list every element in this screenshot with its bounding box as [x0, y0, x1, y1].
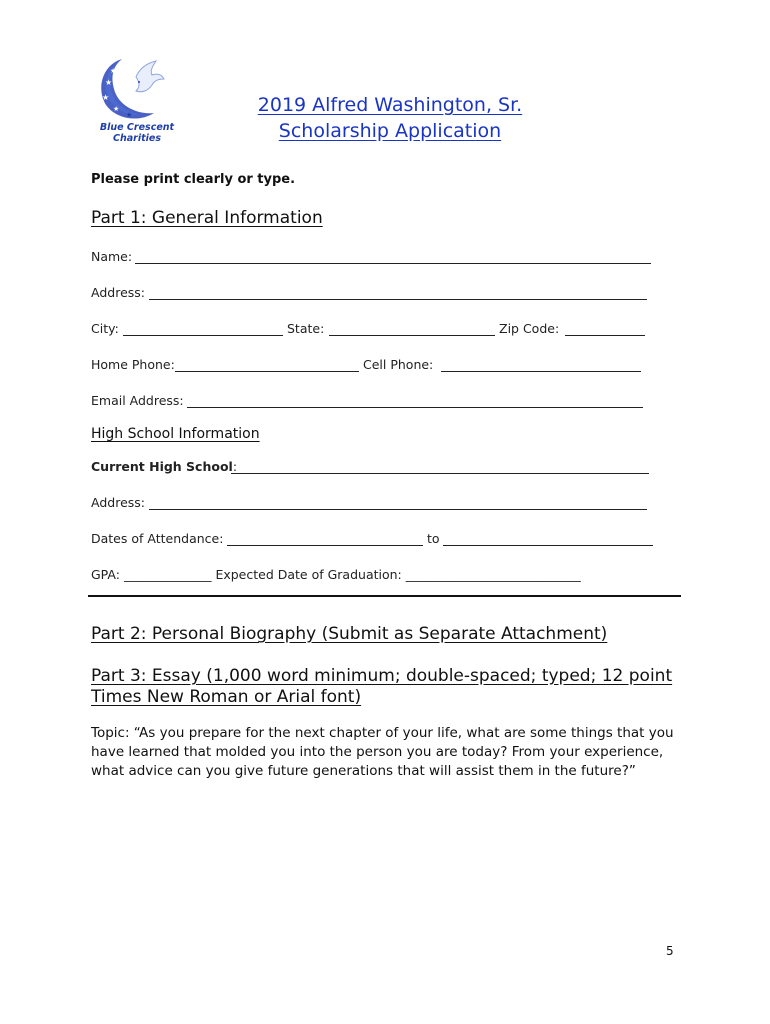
dates-of-attendance-row [91, 531, 655, 551]
city-blank[interactable] [123, 335, 283, 336]
svg-text:★: ★ [110, 67, 117, 75]
cell-phone-label: Cell Phone: [363, 357, 434, 372]
high-school-heading: High School Information [91, 426, 260, 442]
instructions: Please print clearly or type. [91, 172, 296, 187]
part3-heading-line1: Part 3: Essay (1,000 word minimum; double-spaced; typed; 12 point [91, 666, 673, 686]
logo-text-line1: Blue Crescent [99, 122, 175, 133]
graduation-label: Expected Date of Graduation: [215, 567, 402, 582]
document-title-line2: Scholarship Application [278, 120, 502, 142]
zip-label: Zip Code: [499, 321, 560, 336]
email-field[interactable] [91, 393, 647, 413]
section-divider [88, 595, 681, 597]
document-title-line1: 2019 Alfred Washington, Sr. [257, 94, 523, 116]
part1-heading: Part 1: General Information [91, 208, 323, 228]
part2-heading: Part 2: Personal Biography (Submit as Separate Attachment) [91, 624, 608, 644]
to-label: to [427, 531, 440, 546]
email-label: Email Address: [91, 393, 184, 408]
school-address-field[interactable] [91, 495, 649, 515]
current-high-school-blank[interactable] [231, 473, 649, 474]
cell-phone-blank[interactable] [441, 371, 641, 372]
current-high-school-colon: : [232, 459, 238, 474]
name-blank[interactable] [135, 263, 651, 264]
current-high-school-label: Current High School [91, 459, 233, 474]
school-address-label: Address: [91, 495, 145, 510]
address-field[interactable] [91, 285, 649, 305]
graduation-blank[interactable]: ____________________________ [405, 567, 581, 582]
address-blank[interactable] [149, 299, 647, 300]
state-label: State: [287, 321, 325, 336]
blue-crescent-logo [92, 55, 182, 147]
logo-text-line2: Charities [113, 133, 161, 144]
svg-text:★: ★ [105, 78, 113, 87]
home-phone-label: Home Phone: [91, 357, 175, 372]
name-field[interactable] [91, 249, 651, 269]
attendance-from-blank[interactable] [227, 545, 423, 546]
svg-text:★: ★ [102, 93, 110, 102]
essay-topic: Topic: “As you prepare for the next chapter of your life, what are some things that you have learned that molded you into the person you are today? From your experience, what advice can you give future generations that will assist them in the future?” [91, 725, 674, 779]
gpa-label: GPA: [91, 567, 120, 582]
home-phone-blank[interactable] [175, 371, 359, 372]
crescent-moon-dove-icon [92, 55, 182, 125]
email-blank[interactable] [187, 407, 643, 408]
name-label: Name: [91, 249, 133, 264]
address-label: Address: [91, 285, 145, 300]
part3-heading-line2: Times New Roman or Arial font) [91, 687, 362, 707]
gpa-graduation-row [91, 567, 651, 587]
page-number: 5 [666, 944, 674, 958]
svg-text:★: ★ [126, 111, 133, 119]
city-state-zip-row [91, 321, 651, 341]
gpa-blank[interactable]: ______________ [123, 567, 212, 582]
state-blank[interactable] [329, 335, 495, 336]
dates-of-attendance-label: Dates of Attendance: [91, 531, 224, 546]
svg-text:★: ★ [113, 105, 120, 113]
phone-row [91, 357, 651, 377]
zip-blank[interactable] [565, 335, 645, 336]
school-address-blank[interactable] [149, 509, 647, 510]
attendance-to-blank[interactable] [443, 545, 653, 546]
city-label: City: [91, 321, 119, 336]
current-high-school-field[interactable] [91, 459, 651, 479]
